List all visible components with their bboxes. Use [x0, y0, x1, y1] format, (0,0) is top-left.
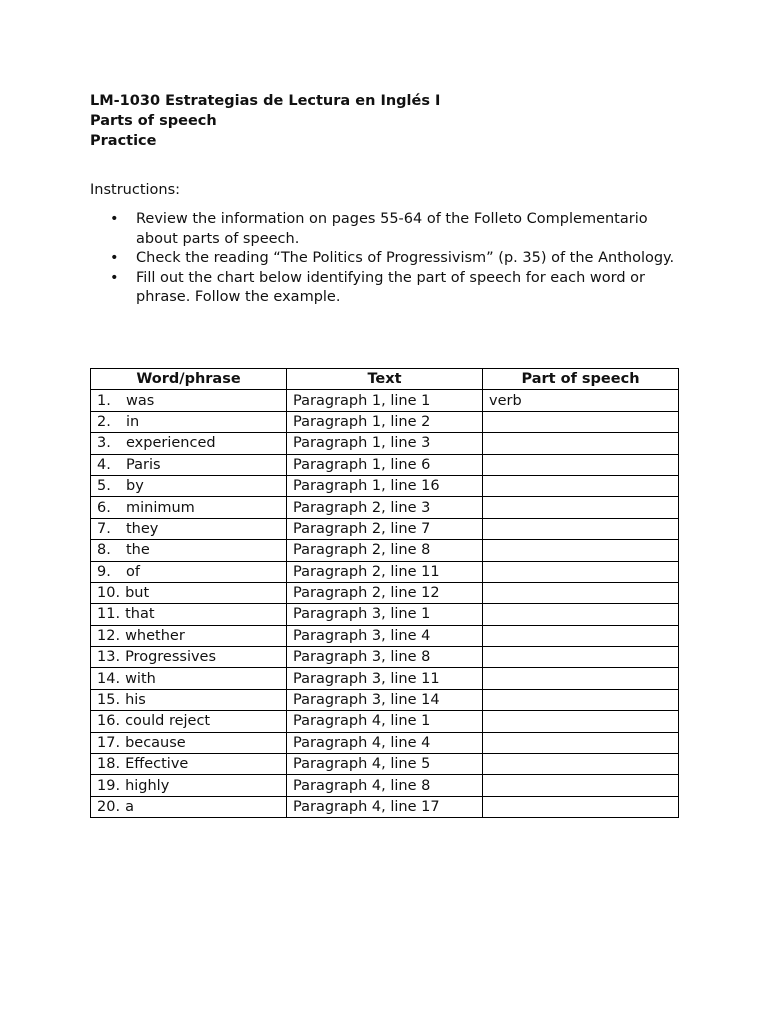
bullet-icon: •: [110, 269, 119, 286]
table-row: [91, 582, 679, 603]
table-row: [91, 518, 679, 539]
part-of-speech-cell[interactable]: [483, 775, 679, 796]
word-text: was: [126, 392, 155, 409]
row-number: 18.: [97, 756, 121, 773]
part-of-speech-cell[interactable]: [483, 497, 679, 518]
text-location-cell: Paragraph 2, line 11: [287, 561, 483, 582]
text-location-cell: Paragraph 3, line 1: [287, 604, 483, 625]
column-header-text: Text: [287, 369, 483, 390]
row-number: 12.: [97, 627, 121, 644]
row-number: 16.: [97, 713, 121, 730]
row-number: 17.: [97, 734, 121, 751]
word-text: Paris: [126, 456, 161, 473]
word-text: with: [125, 670, 156, 687]
row-number: 15.: [97, 692, 121, 709]
word-cell: [91, 518, 287, 539]
instructions-list: [90, 210, 680, 308]
part-of-speech-cell[interactable]: [483, 796, 679, 817]
word-cell: [91, 582, 287, 603]
word-text: but: [125, 585, 150, 602]
table-row: [91, 625, 679, 646]
table-row: [91, 689, 679, 710]
instruction-item: [90, 249, 684, 269]
word-text: highly: [125, 777, 170, 794]
part-of-speech-cell[interactable]: [483, 711, 679, 732]
instruction-item: [90, 210, 684, 249]
word-cell: [91, 689, 287, 710]
table-row: [91, 390, 679, 411]
word-cell: [91, 475, 287, 496]
word-text: whether: [125, 627, 185, 644]
table-header-row: [91, 369, 679, 390]
row-number: 2.: [97, 413, 111, 430]
instruction-text: Fill out the chart below identifying the part of speech for each word or phrase. Follow the example.: [136, 269, 645, 305]
word-text: could reject: [125, 713, 211, 730]
word-cell: [91, 711, 287, 732]
text-location-cell: Paragraph 4, line 5: [287, 754, 483, 775]
part-of-speech-cell[interactable]: [483, 668, 679, 689]
table-row: [91, 604, 679, 625]
document-page: [90, 91, 680, 308]
table-row: [91, 411, 679, 432]
table-row: [91, 540, 679, 561]
word-cell: [91, 754, 287, 775]
part-of-speech-cell[interactable]: [483, 582, 679, 603]
part-of-speech-cell[interactable]: [483, 475, 679, 496]
text-location-cell: Paragraph 1, line 3: [287, 433, 483, 454]
word-cell: [91, 668, 287, 689]
part-of-speech-cell[interactable]: [483, 604, 679, 625]
row-number: 19.: [97, 777, 121, 794]
text-location-cell: Paragraph 3, line 14: [287, 689, 483, 710]
text-location-cell: Paragraph 1, line 1: [287, 390, 483, 411]
row-number: 7.: [97, 520, 111, 537]
column-header-word: Word/phrase: [91, 369, 287, 390]
row-number: 10.: [97, 585, 121, 602]
text-location-cell: Paragraph 1, line 2: [287, 411, 483, 432]
row-number: 11.: [97, 606, 121, 623]
row-number: 13.: [97, 649, 121, 666]
row-number: 20.: [97, 799, 121, 815]
word-text: that: [125, 606, 155, 623]
word-cell: [91, 540, 287, 561]
bullet-icon: •: [110, 250, 119, 266]
course-title: LM-1030 Estrategias de Lectura en Inglés I: [90, 93, 441, 109]
word-text: a: [125, 799, 134, 815]
part-of-speech-cell[interactable]: [483, 754, 679, 775]
text-location-cell: Paragraph 3, line 11: [287, 668, 483, 689]
text-location-cell: Paragraph 4, line 4: [287, 732, 483, 753]
word-cell: [91, 433, 287, 454]
row-number: 1.: [97, 392, 111, 409]
part-of-speech-cell[interactable]: [483, 518, 679, 539]
part-of-speech-cell[interactable]: [483, 625, 679, 646]
instruction-item: [90, 269, 684, 308]
text-location-cell: Paragraph 1, line 16: [287, 475, 483, 496]
row-number: 14.: [97, 670, 121, 687]
part-of-speech-cell[interactable]: [483, 689, 679, 710]
word-cell: [91, 604, 287, 625]
table-row: [91, 497, 679, 518]
word-text: experienced: [126, 435, 216, 452]
word-text: in: [126, 413, 140, 430]
word-text: minimum: [126, 499, 195, 516]
row-number: 4.: [97, 456, 111, 473]
text-location-cell: Paragraph 3, line 8: [287, 647, 483, 668]
word-text: Effective: [125, 756, 189, 773]
parts-of-speech-table: [90, 368, 679, 818]
word-cell: [91, 732, 287, 753]
part-of-speech-cell[interactable]: [483, 732, 679, 753]
table-row: [91, 775, 679, 796]
text-location-cell: Paragraph 4, line 17: [287, 796, 483, 817]
word-cell: [91, 775, 287, 796]
text-location-cell: Paragraph 2, line 8: [287, 540, 483, 561]
word-text: his: [125, 692, 146, 709]
text-location-cell: Paragraph 4, line 1: [287, 711, 483, 732]
part-of-speech-cell[interactable]: [483, 411, 679, 432]
word-text: they: [126, 520, 159, 537]
instruction-text: Review the information on pages 55-64 of the Folleto Complementario about parts of speech.: [136, 211, 648, 247]
text-location-cell: Paragraph 3, line 4: [287, 625, 483, 646]
activity-title: Practice: [90, 133, 157, 149]
word-cell: [91, 625, 287, 646]
table-row: [91, 732, 679, 753]
part-of-speech-cell[interactable]: [483, 561, 679, 582]
word-cell: [91, 497, 287, 518]
part-of-speech-cell[interactable]: [483, 540, 679, 561]
row-number: 5.: [97, 478, 111, 495]
topic-title: Parts of speech: [90, 113, 217, 129]
part-of-speech-cell[interactable]: [483, 454, 679, 475]
word-cell: [91, 647, 287, 668]
word-text: by: [126, 478, 144, 495]
word-cell: [91, 390, 287, 411]
text-location-cell: Paragraph 1, line 6: [287, 454, 483, 475]
table-row: [91, 647, 679, 668]
word-text: Progressives: [125, 649, 217, 666]
word-cell: [91, 454, 287, 475]
part-of-speech-cell[interactable]: [483, 433, 679, 454]
row-number: 3.: [97, 435, 111, 452]
text-location-cell: Paragraph 2, line 12: [287, 582, 483, 603]
instruction-text: Check the reading “The Politics of Progressivism” (p. 35) of the Anthology.: [136, 250, 675, 266]
word-text: because: [125, 734, 186, 751]
word-text: of: [126, 563, 140, 580]
row-number: 6.: [97, 499, 111, 516]
word-cell: [91, 561, 287, 582]
table-row: [91, 754, 679, 775]
word-cell: [91, 796, 287, 817]
bullet-icon: •: [110, 211, 119, 227]
row-number: 9.: [97, 563, 111, 580]
text-location-cell: Paragraph 2, line 7: [287, 518, 483, 539]
table-row: [91, 561, 679, 582]
part-of-speech-cell[interactable]: [483, 647, 679, 668]
row-number: 8.: [97, 542, 111, 559]
text-location-cell: Paragraph 2, line 3: [287, 497, 483, 518]
instructions-label: Instructions:: [90, 182, 181, 198]
word-text: the: [126, 542, 150, 559]
word-cell: [91, 411, 287, 432]
part-of-speech-cell[interactable]: verb: [483, 390, 679, 411]
table-row: [91, 711, 679, 732]
column-header-part-of-speech: Part of speech: [483, 369, 679, 390]
table-row: [91, 668, 679, 689]
text-location-cell: Paragraph 4, line 8: [287, 775, 483, 796]
table-row: [91, 796, 679, 817]
table-row: [91, 454, 679, 475]
table-row: [91, 475, 679, 496]
table-row: [91, 433, 679, 454]
